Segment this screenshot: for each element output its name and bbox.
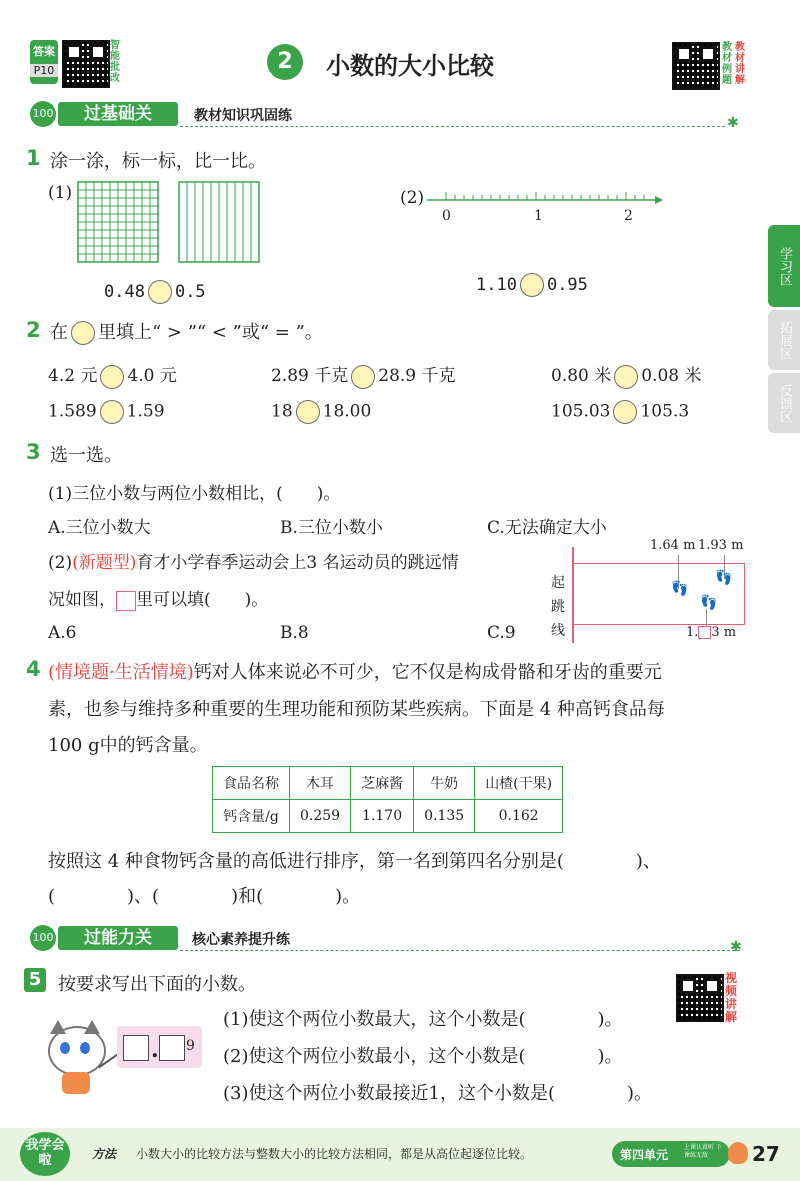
scenario-tag: (情境题·生活情境) [48, 662, 194, 683]
q1-part2-label: (2) [400, 188, 425, 208]
fig-bottom-label [686, 625, 736, 640]
table-cell: 钙含量/g [213, 800, 290, 833]
calcium-table [212, 766, 563, 833]
question-number-4: 4 [26, 657, 41, 681]
q3-p2-option-b[interactable]: B.8 [280, 623, 309, 643]
compare-circle[interactable] [613, 400, 637, 424]
fixed-digit: 9 [186, 1038, 195, 1054]
tick-label-0: 0 [442, 208, 451, 224]
q2-item-6 [551, 400, 689, 424]
star-icon: ✱ [730, 939, 742, 955]
q2-item-left: 1.589 [48, 401, 97, 422]
q1-part2-right: 0.95 [546, 275, 588, 295]
q4-ask-line1: 按照这 4 种食物钙含量的高低进行排序，第一名到第四名分别是( )、 [48, 851, 661, 872]
fig-label-193: 1.93 m [698, 538, 744, 553]
q3-p2-option-a[interactable]: A.6 [48, 623, 77, 643]
q2-item-3 [551, 361, 702, 389]
star-icon: ✱ [727, 115, 739, 131]
q4-line2: 素，也参与维持多种重要的生理功能和预防某些疾病。下面是 4 种高钙食品每 [48, 699, 665, 720]
q5-item-3: (3)使这个两位小数最接近1，这个小数是( )。 [223, 1083, 652, 1104]
video-label: 视频讲解 [725, 971, 738, 1024]
section-basic-bar [30, 101, 739, 131]
tab-study-label: 学习区 [777, 246, 792, 286]
section-basic-subtitle: 教材知识巩固练 [194, 108, 292, 124]
question-3-text: 选一选。 [50, 445, 122, 466]
table-row [213, 767, 563, 800]
q2-item-right: 4.0 元 [127, 366, 177, 386]
q1-part2-left: 1.10 [476, 275, 517, 295]
section-divider [180, 126, 725, 127]
page-number: 27 [752, 1142, 780, 1166]
q2-item-left: 2.89 千克 [271, 366, 349, 386]
q2-item-left: 105.03 [551, 401, 611, 422]
table-cell: 0.259 [290, 800, 351, 833]
table-header-cell: 木耳 [290, 767, 351, 800]
q4-ask-line2: ( )、( )和( )。 [48, 886, 361, 907]
section-ability-subtitle: 核心素养提升练 [192, 932, 290, 948]
q3-p2-label: (2) [48, 553, 73, 573]
tab-study[interactable] [768, 225, 800, 307]
q2-item-right: 28.9 千克 [378, 366, 456, 386]
q1-part2-compare [476, 273, 588, 297]
lesson-number: 2 [277, 49, 293, 74]
qr-code-textbook[interactable] [672, 42, 720, 90]
q3-p2-text-c: 况如图， [48, 590, 116, 610]
section-divider [180, 950, 740, 951]
question-5-text: 按要求写出下面的小数。 [58, 974, 256, 995]
q5-item-2: (2)使这个两位小数最小，这个小数是( )。 [223, 1046, 623, 1067]
fig-label-164: 1.64 m [650, 538, 696, 553]
q1-part1-left: 0.48 [104, 282, 145, 302]
question-number-3: 3 [26, 440, 41, 464]
fig-bottom-a: 1. [686, 625, 699, 640]
unit-label: 第四单元 [620, 1148, 669, 1162]
compare-circle[interactable] [296, 400, 320, 424]
q2-item-left: 0.80 米 [551, 366, 612, 386]
q2-item-1 [48, 361, 177, 389]
compare-circle[interactable] [351, 365, 375, 389]
table-cell: 0.135 [414, 800, 475, 833]
q2-item-right: 18.00 [322, 401, 372, 422]
smart-check-label: 智能批改 [110, 40, 120, 84]
digit-card [117, 1026, 202, 1068]
q3-p1-option-a[interactable]: A.三位小数大 [48, 518, 151, 538]
answer-page: P10 [30, 64, 58, 77]
answer-box[interactable] [116, 591, 136, 611]
question-number-5: 5 [28, 969, 42, 990]
q3-p2-text: 育才小学春季运动会上3 名运动员的跳远情 [136, 553, 459, 573]
q3-p1-option-c[interactable]: C.无法确定大小 [487, 518, 607, 538]
compare-circle[interactable] [520, 273, 544, 297]
q2-item-left: 18 [271, 401, 293, 422]
number-line [425, 190, 665, 210]
page-title: 小数的大小比较 [326, 52, 494, 80]
digit-box-1[interactable] [123, 1035, 149, 1061]
question-number-1: 1 [26, 146, 41, 170]
table-cell: 1.170 [351, 800, 414, 833]
q1-part1-label: (1) [48, 183, 73, 203]
section-ability-title-box [58, 926, 178, 950]
section-ability-bar [30, 925, 750, 955]
fig-answer-box [698, 626, 711, 639]
question-1-text: 涂一涂，标一标，比一比。 [50, 151, 266, 172]
table-row [213, 800, 563, 833]
q2-item-right: 105.3 [640, 401, 690, 422]
question-number-5-box [24, 968, 46, 992]
mascot-icon [728, 1142, 748, 1164]
q3-part1: (1)三位小数与两位小数相比，( )。 [48, 484, 341, 504]
footer-bar [0, 1128, 800, 1181]
q2-item-left: 4.2 元 [48, 366, 98, 386]
method-label: 方法 [92, 1147, 117, 1161]
learned-badge [20, 1132, 70, 1176]
tick-label-2: 2 [624, 208, 633, 224]
answer-label: 答案 [33, 45, 55, 58]
fig-bottom-b: 3 m [711, 625, 737, 640]
lesson-number-badge [267, 44, 303, 80]
tab-extend-label: 拓展区 [777, 320, 792, 360]
q2-item-4 [48, 400, 165, 424]
tick-label-1: 1 [534, 208, 543, 224]
section-basic-title: 过基础关 [84, 104, 152, 124]
learned-badge-text: 我学会啦 [25, 1138, 65, 1168]
q2-item-right: 0.08 米 [641, 366, 702, 386]
q3-p2-text-d: 里可以填( )。 [136, 590, 269, 610]
decimal-point: . [151, 1037, 159, 1063]
q1-part1-right: 0.5 [174, 282, 206, 302]
tenths-strip-grid [178, 181, 260, 263]
unit-sub: 上课认真听 下课练无敌 [684, 1144, 722, 1159]
new-type-tag: (新题型) [72, 553, 137, 573]
q2-text-b: 里填上“ > ”“ < ”或“ = ”。 [98, 322, 323, 343]
qr-code-video[interactable] [676, 974, 724, 1022]
question-2-text [50, 318, 323, 345]
q3-part2-line2 [48, 585, 268, 611]
qr-code-answer[interactable] [62, 40, 110, 88]
q3-p2-option-c[interactable]: C.9 [487, 623, 516, 643]
footprint-icon: 👣 [671, 581, 689, 597]
compare-circle[interactable] [100, 400, 124, 424]
q4-line1-text: 钙对人体来说必不可少，它不仅是构成骨骼和牙齿的重要元 [193, 662, 662, 683]
textbook-case-label: 教材讲解 [735, 42, 745, 86]
section-ability-icon: 100 [30, 925, 56, 951]
method-text: 小数大小的比较方法与整数大小的比较方法相同，都是从高位起逐位比较。 [136, 1147, 533, 1161]
takeoff-line-label: 起跳线 [551, 575, 565, 639]
table-header-cell: 山楂(干果) [475, 767, 563, 800]
compare-circle[interactable] [614, 365, 638, 389]
q1-part1-compare [104, 280, 206, 304]
textbook-video-label: 教材例题 [722, 42, 732, 86]
tab-feedback-label: 反馈区 [777, 383, 792, 423]
question-number-2: 2 [26, 318, 41, 342]
digit-box-2[interactable] [159, 1035, 185, 1061]
q3-p1-option-b[interactable]: B.三位小数小 [280, 518, 383, 538]
hundred-grid [77, 181, 159, 263]
tab-feedback[interactable] [768, 373, 800, 433]
section-basic-title-box [58, 102, 178, 126]
section-ability-title: 过能力关 [84, 928, 152, 948]
table-header-cell: 芝麻酱 [351, 767, 414, 800]
compare-circle[interactable] [148, 280, 172, 304]
unit-box [612, 1141, 730, 1167]
table-cell: 0.162 [475, 800, 563, 833]
q5-item-1: (1)使这个两位小数最大，这个小数是( )。 [223, 1009, 623, 1030]
q4-line1 [48, 658, 662, 684]
q2-item-2 [271, 361, 456, 389]
section-basic-icon: 100 [30, 101, 56, 127]
q3-part2-line1 [48, 548, 459, 573]
table-header-cell: 食品名称 [213, 767, 290, 800]
cat-mascot-icon [40, 1018, 112, 1096]
q2-item-5 [271, 400, 371, 424]
q4-line3: 100 g中的钙含量。 [48, 735, 208, 756]
footprint-icon: 👣 [715, 570, 733, 586]
sample-circle [71, 321, 95, 345]
footprint-icon: 👣 [700, 595, 718, 611]
compare-circle[interactable] [100, 365, 124, 389]
answer-badge [30, 40, 58, 84]
table-header-cell: 牛奶 [414, 767, 475, 800]
q2-item-right: 1.59 [126, 401, 165, 422]
tab-extend[interactable] [768, 310, 800, 370]
q2-text-a: 在 [50, 322, 68, 343]
long-jump-figure [548, 537, 748, 647]
